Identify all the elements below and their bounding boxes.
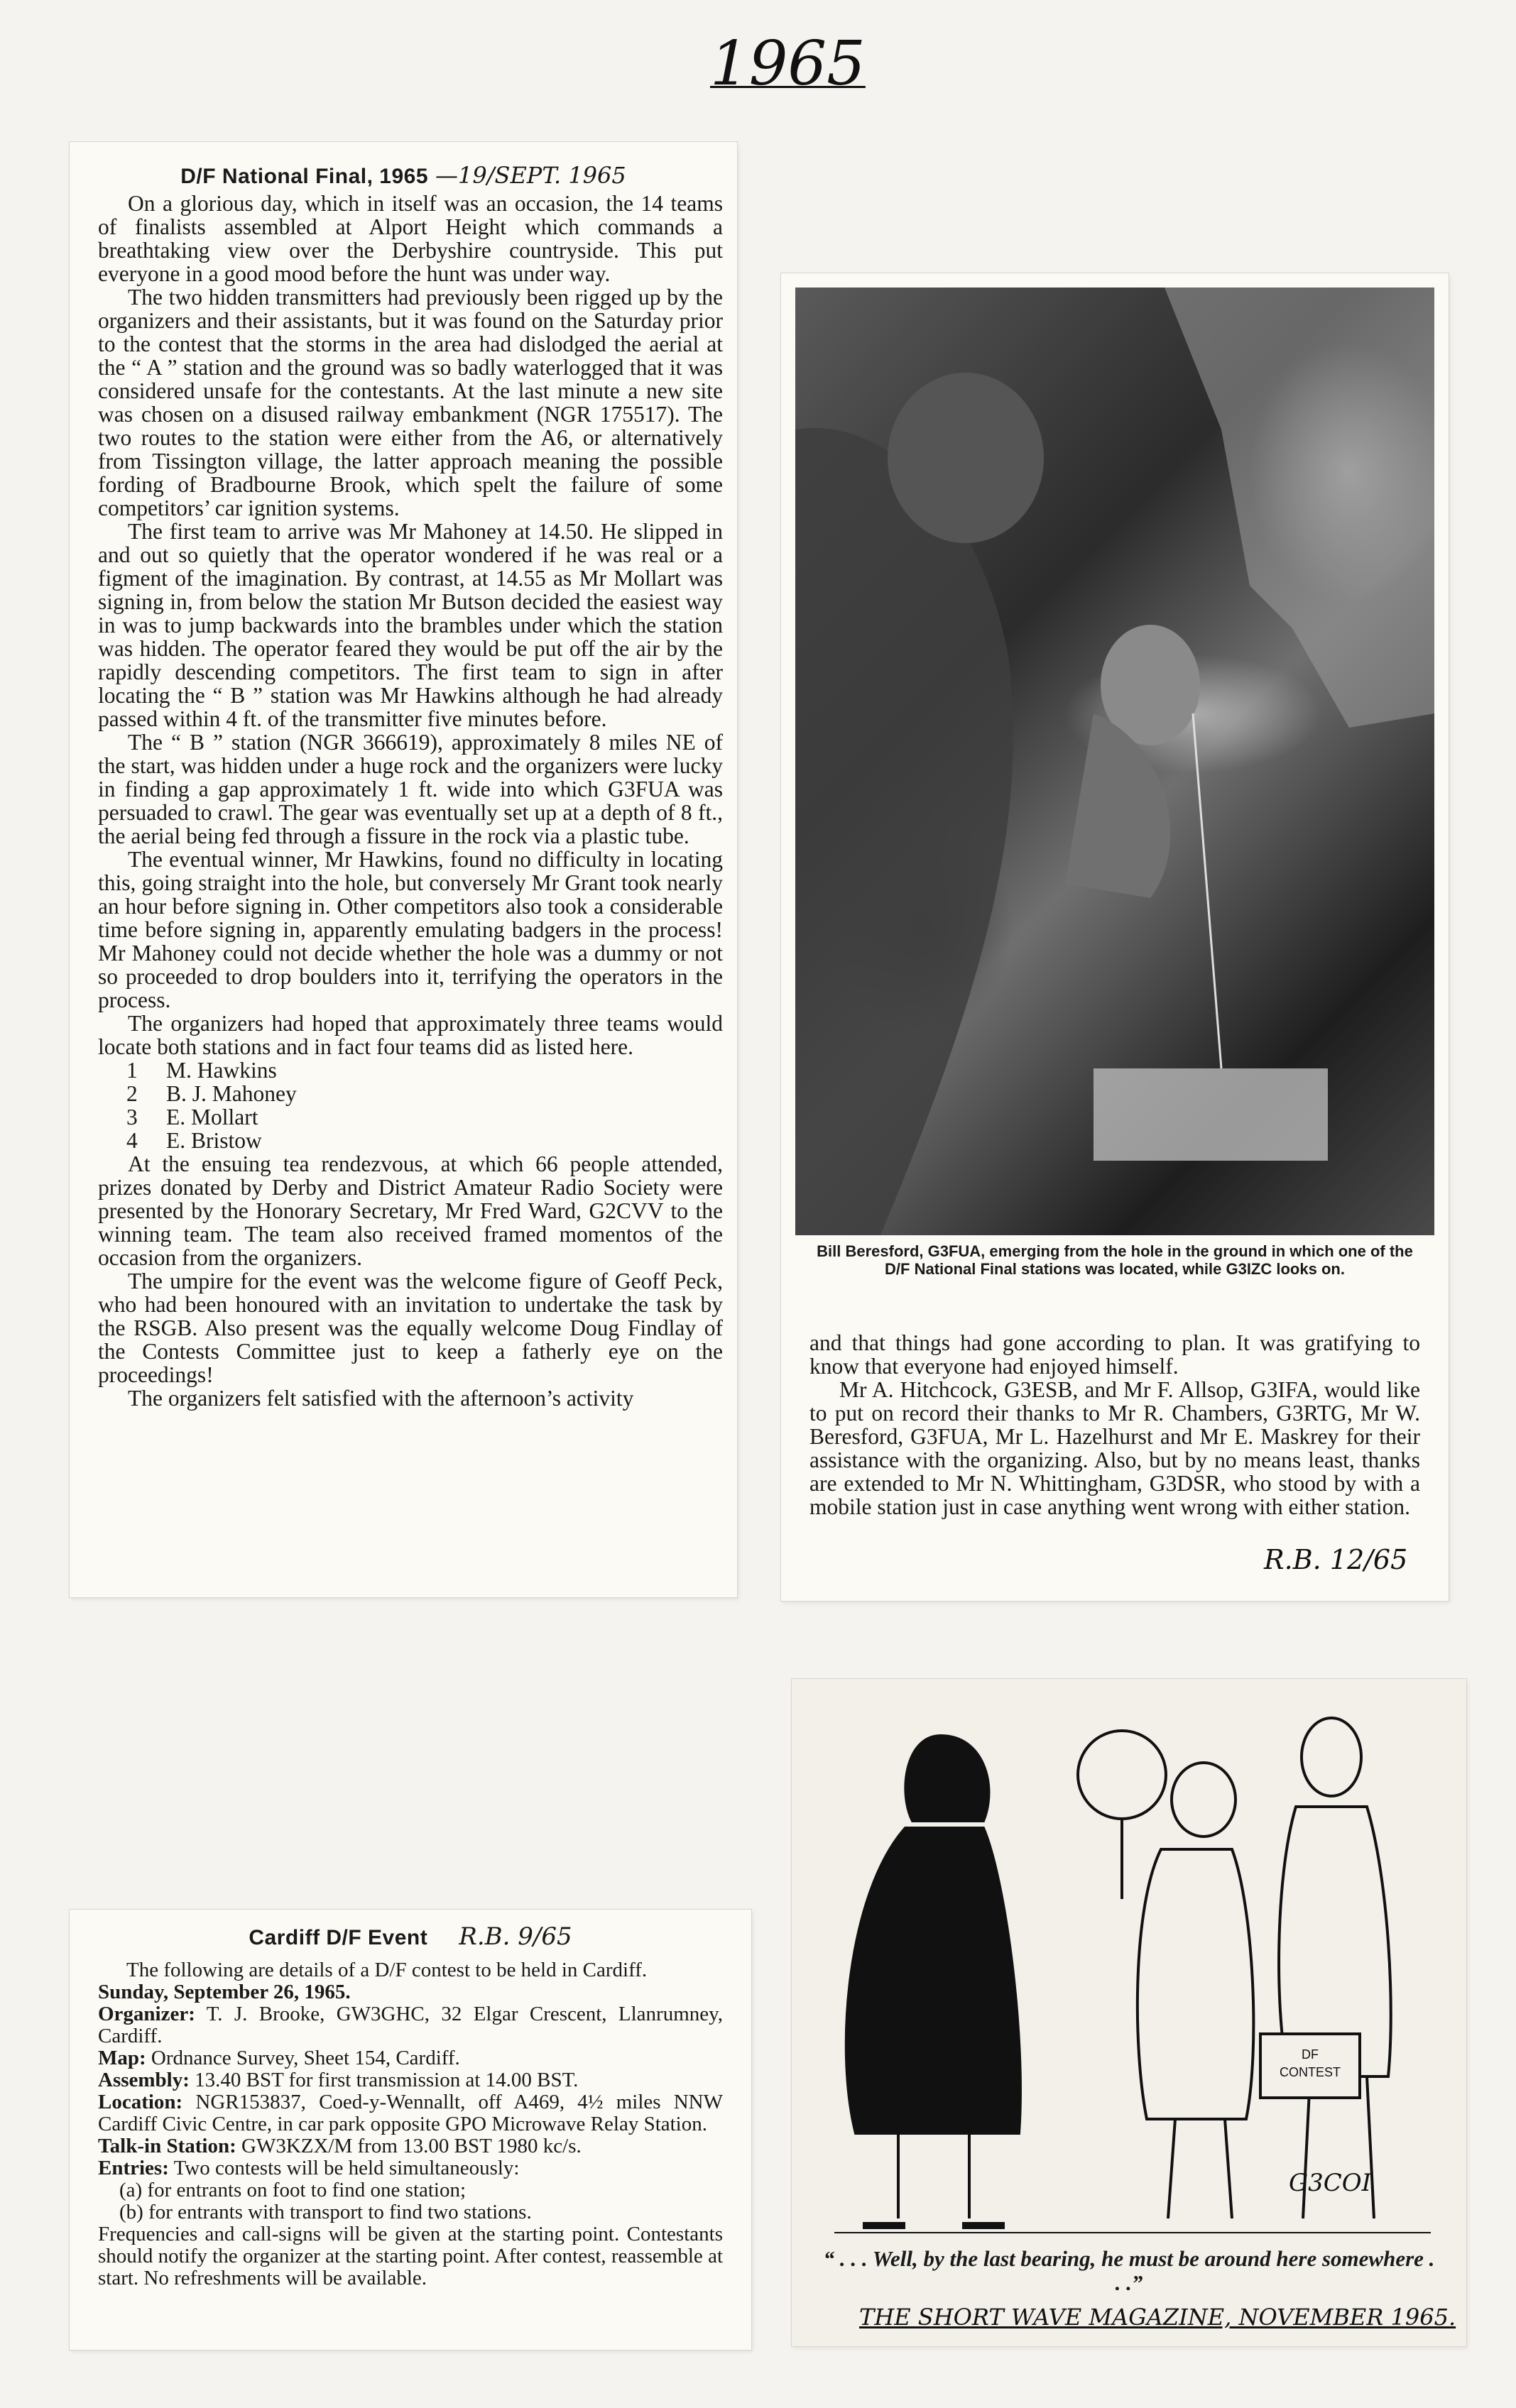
paragraph: The first team to arrive was Mr Mahoney at 14.50. He slipped in and out so quietly that the operator wondered if he was real or a figment of the imagination. By contrast, at 14.55 as Mr Mollart was signing in, from below the station Mr Butson decided the easiest way in was to jump backwards into the brambles under which the station was hidden. The operator feared they would be put off the air by the rapidly descending competitors. The first team to sign in after locating the “ B ” station was Mr Hawkins although he had already passed within 4 ft. of the transmitter five minutes before. xyxy=(98,519,723,731)
paragraph: The eventual winner, Mr Hawkins, found no difficulty in locating this, going straight into the hole, but conversely Mr Grant took nearly an hour before signing in. Other competitors also took a considerable time before signing in, apparently emulating badgers in the process! Mr Mahoney could not decide whether the hole was a dummy or not so proceeded to drop boulders into it, terrifying the operators in the process. xyxy=(98,847,723,1012)
cartoon-drawing xyxy=(792,1679,1466,2247)
cardiff-detail: Entries: Two contests will be held simultaneously: xyxy=(98,2157,520,2179)
page-year-handwritten: 1965 xyxy=(710,28,866,99)
paragraph: and that things had gone according to plan. It was gratifying to know that everyone had enjoyed himself. xyxy=(809,1330,1420,1379)
results-item: 4 E. Bristow xyxy=(126,1128,262,1153)
cartoon-clipping xyxy=(792,1679,1466,2346)
cave-photo-shapes xyxy=(795,288,1434,1235)
cardiff-entry: (b) for entrants with transport to find two stations. xyxy=(119,2201,532,2223)
results-list xyxy=(126,1058,723,1152)
cardiff-entry: (a) for entrants on foot to find one station; xyxy=(119,2179,467,2201)
results-item: 1 M. Hawkins xyxy=(126,1058,277,1083)
case-man-figure xyxy=(1260,1718,1391,2218)
df-final-handwritten-note: R.B. 12/65 xyxy=(1264,1544,1408,1575)
cardiff-clipping xyxy=(70,1910,751,2350)
case-label-line1: DF xyxy=(1302,2047,1319,2062)
cardiff-detail: Assembly: 13.40 BST for first transmission at 14.00 BST. xyxy=(98,2069,579,2091)
cartoon-signature: G3COI xyxy=(1289,2169,1372,2197)
paragraph: Mr A. Hitchcock, G3ESB, and Mr F. Allsop, G3IFA, would like to put on record their thanks to Mr R. Chambers, G3RTG, Mr W. Beresford, G3FUA, Mr L. Hazelhurst and Mr E. Maskrey for their assistance with the organizing. Also, but by no means least, thanks are extended to Mr N. Whittingham, G3DSR, who stood by with a mobile station just in case anything went wrong with either station. xyxy=(809,1377,1420,1519)
paragraph: At the ensuing tea rendezvous, at which 66 people attended, prizes donated by Derby and District Amateur Radio Society were presented by the Honorary Secretary, Mr Fred Ward, G2CVV to the winning team. The team also received framed momentos of the occasion from the organizers. xyxy=(98,1151,723,1270)
df-final-handwritten-date: —19/SEPT. 1965 xyxy=(435,162,626,189)
cardiff-heading-row xyxy=(70,1922,751,1951)
paragraph: The “ B ” station (NGR 366619), approximately 8 miles NE of the start, was hidden under a huge rock and the organizers were lucky in finding a gap approximately 1 ft. wide into which G3FUA was persuaded to crawl. The gear was eventually set up at a depth of 8 ft., the aerial being fed through a fissure in the rock via a plastic tube. xyxy=(98,730,723,848)
photo-caption: Bill Beresford, G3FUA, emerging from the hole in the ground in which one of the D/F National Final stations was located, while G3IZC looks on. xyxy=(817,1242,1413,1278)
paragraph: The two hidden transmitters had previously been rigged up by the organizers and their assistants, but it was found on the Saturday prior to the contest that the storms in the area had dislodged the aerial at the “ A ” station and the ground was so badly waterlogged that it was considered unsafe for the contestants. At the last minute a new site was chosen on a disused railway embankment (NGR 175517). The two routes to the station were either from the A6, or alternatively from Tissington village, the latter approach meaning the possible fording of Bradbourne Brook, which spelt the failure of some competitors’ car ignition systems. xyxy=(98,285,723,520)
cartoon-caption: “ . . . Well, by the last bearing, he must be around here somewhere . . .” xyxy=(823,2246,1435,2295)
paragraph: The organizers felt satisfied with the afternoon’s activity xyxy=(128,1386,634,1411)
cardiff-heading: Cardiff D/F Event xyxy=(249,1926,428,1949)
cardiff-intro: The following are details of a D/F contest to be held in Cardiff. xyxy=(126,1959,648,1981)
results-item: 3 E. Mollart xyxy=(126,1105,258,1129)
cave-photo xyxy=(795,288,1434,1235)
case-label-line2: CONTEST xyxy=(1279,2065,1341,2079)
paragraph: On a glorious day, which in itself was an occasion, the 14 teams of finalists assembled at Alport Height which commands a breathtaking view over the Derbyshire countryside. This put everyone in a good mood before the hunt was under way. xyxy=(98,191,723,286)
cardiff-date: Sunday, September 26, 1965. xyxy=(98,1981,351,2003)
cardiff-closing: Frequencies and call-signs will be given at the starting point. Contestants should notify the organizer at the starting point. After contest, reassemble at start. No refreshments will be available. xyxy=(98,2223,723,2289)
paragraph: The organizers had hoped that approximately three teams would locate both stations and in fact four teams did as listed here. xyxy=(98,1011,723,1059)
cardiff-detail: Map: Ordnance Survey, Sheet 154, Cardiff. xyxy=(98,2047,460,2069)
cardiff-body xyxy=(98,1959,723,2289)
magnifying-glass-icon xyxy=(1078,1731,1166,1819)
cartoon-source-handwritten: THE SHORT WAVE MAGAZINE, NOVEMBER 1965. xyxy=(859,2304,1456,2331)
cardiff-detail: Talk-in Station: GW3KZX/M from 13.00 BST 1980 kc/s. xyxy=(98,2135,582,2157)
df-final-photo-clipping xyxy=(781,273,1449,1601)
cardiff-detail: Location: NGR153837, Coed-y-Wennallt, off A469, 4½ miles NNW Cardiff Civic Centre, in car park opposite GPO Microwave Relay Station. xyxy=(98,2091,723,2135)
paragraph: The umpire for the event was the welcome figure of Geoff Peck, who had been honoured with an invitation to undertake the task by the RSGB. Also present was the equally welcome Doug Findlay of the Contests Committee just to keep a fatherly eye on the proceedings! xyxy=(98,1269,723,1387)
df-final-heading-row xyxy=(70,162,737,189)
magnifier-man-figure xyxy=(1078,1731,1253,2218)
policeman-figure xyxy=(846,1736,1020,2226)
results-item: 2 B. J. Mahoney xyxy=(126,1081,297,1106)
df-final-continuation xyxy=(809,1331,1420,1518)
df-final-heading: D/F National Final, 1965 xyxy=(180,165,429,188)
cardiff-handwritten-note: R.B. 9/65 xyxy=(459,1922,572,1951)
df-final-body xyxy=(98,192,723,1410)
df-final-clipping xyxy=(70,142,737,1597)
cardiff-detail: Organizer: T. J. Brooke, GW3GHC, 32 Elgar Crescent, Llanrumney, Cardiff. xyxy=(98,2003,723,2047)
